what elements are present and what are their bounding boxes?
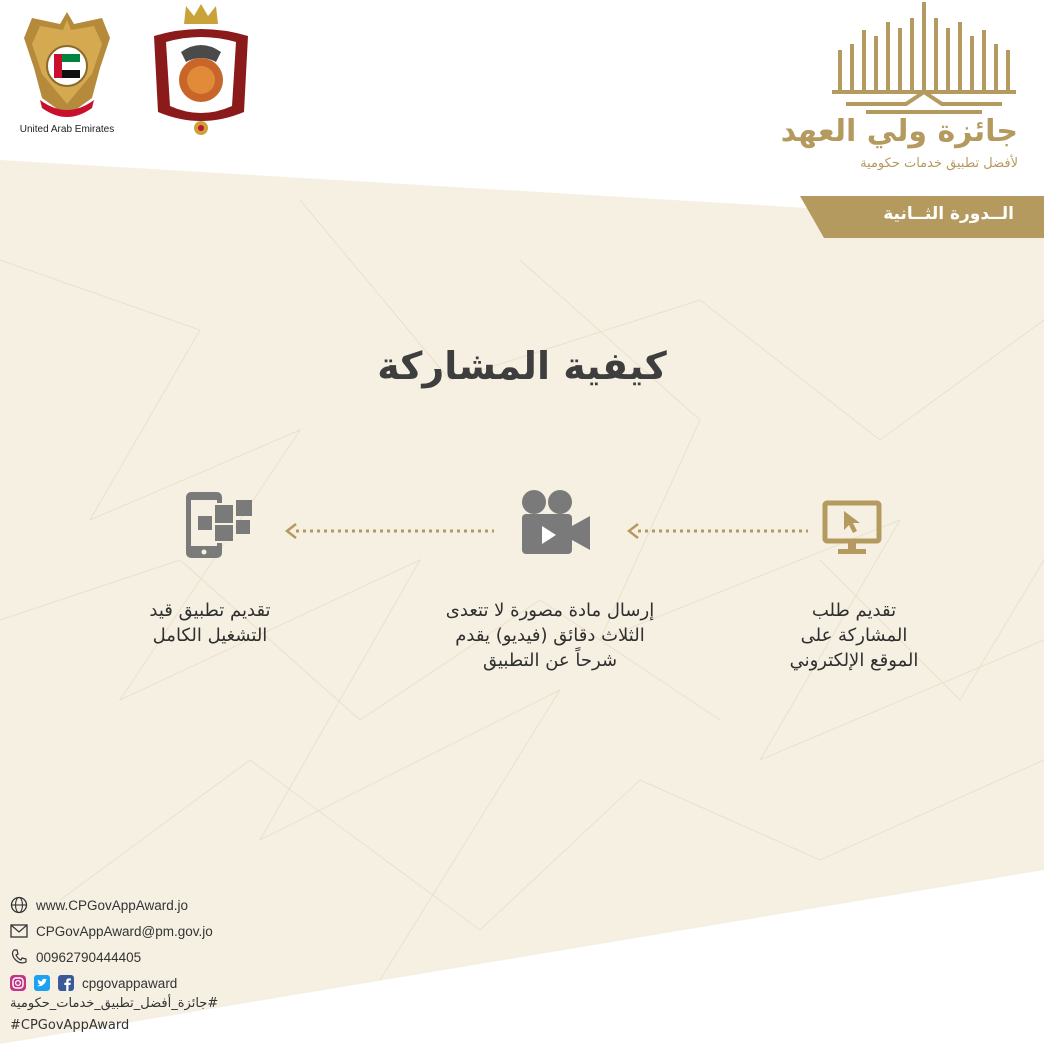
email-icon bbox=[10, 924, 28, 938]
step-1-line-2: المشاركة على bbox=[800, 625, 908, 646]
step-2-text bbox=[400, 598, 700, 673]
email-link[interactable]: CPGovAppAward@pm.gov.jo bbox=[36, 923, 213, 939]
jordan-emblem-icon bbox=[146, 2, 256, 144]
website-row[interactable] bbox=[10, 892, 410, 918]
step-2-line-3: شرحاً عن التطبيق bbox=[482, 650, 618, 671]
award-subtitle: لأفضل تطبيق خدمات حكومية bbox=[860, 156, 1018, 171]
step-3-line-1: تقديم تطبيق قيد bbox=[149, 600, 271, 621]
phone-number[interactable]: 00962790444405 bbox=[36, 949, 142, 965]
step-1-line-3: الموقع الإلكتروني bbox=[789, 650, 919, 671]
email-row[interactable] bbox=[10, 918, 410, 944]
hashtag-arabic: جائزة_أفضل_تطبيق_خدمات_حكومية# bbox=[10, 996, 219, 1011]
arrow-step-1-to-2 bbox=[626, 522, 812, 540]
award-logo-icon bbox=[826, 0, 1022, 120]
uae-emblem-icon bbox=[22, 8, 112, 124]
phone-icon bbox=[10, 948, 28, 966]
monitor-cursor-icon bbox=[822, 500, 882, 556]
award-title: جائزة ولي العهد bbox=[780, 114, 1018, 149]
instagram-icon[interactable] bbox=[10, 975, 26, 991]
facebook-icon[interactable] bbox=[58, 975, 74, 991]
step-1-text bbox=[744, 598, 964, 673]
step-2-line-1: إرسال مادة مصورة لا تتعدى bbox=[445, 600, 655, 621]
step-3-text bbox=[100, 598, 320, 648]
step-3-line-2: التشغيل الكامل bbox=[152, 625, 268, 646]
contact-info bbox=[10, 892, 410, 1040]
header bbox=[0, 0, 1044, 240]
step-1-line-1: تقديم طلب bbox=[811, 600, 897, 621]
social-handle[interactable]: cpgovappaward bbox=[82, 975, 178, 991]
arrow-step-2-to-3 bbox=[284, 522, 498, 540]
page-title: كيفية المشاركة bbox=[377, 344, 667, 388]
video-camera-icon bbox=[520, 488, 592, 558]
uae-caption: United Arab Emirates bbox=[19, 124, 115, 135]
edition-label: الــدورة الثــانية bbox=[883, 204, 1014, 224]
mobile-app-icon bbox=[184, 490, 256, 560]
globe-icon bbox=[10, 896, 28, 914]
hashtag-english: #CPGovAppAward bbox=[10, 1018, 130, 1033]
step-2-line-2: الثلاث دقائق (فيديو) يقدم bbox=[455, 625, 645, 646]
twitter-icon[interactable] bbox=[34, 975, 50, 991]
social-row[interactable] bbox=[10, 970, 410, 996]
phone-row[interactable] bbox=[10, 944, 410, 970]
website-link[interactable]: www.CPGovAppAward.jo bbox=[36, 897, 189, 913]
